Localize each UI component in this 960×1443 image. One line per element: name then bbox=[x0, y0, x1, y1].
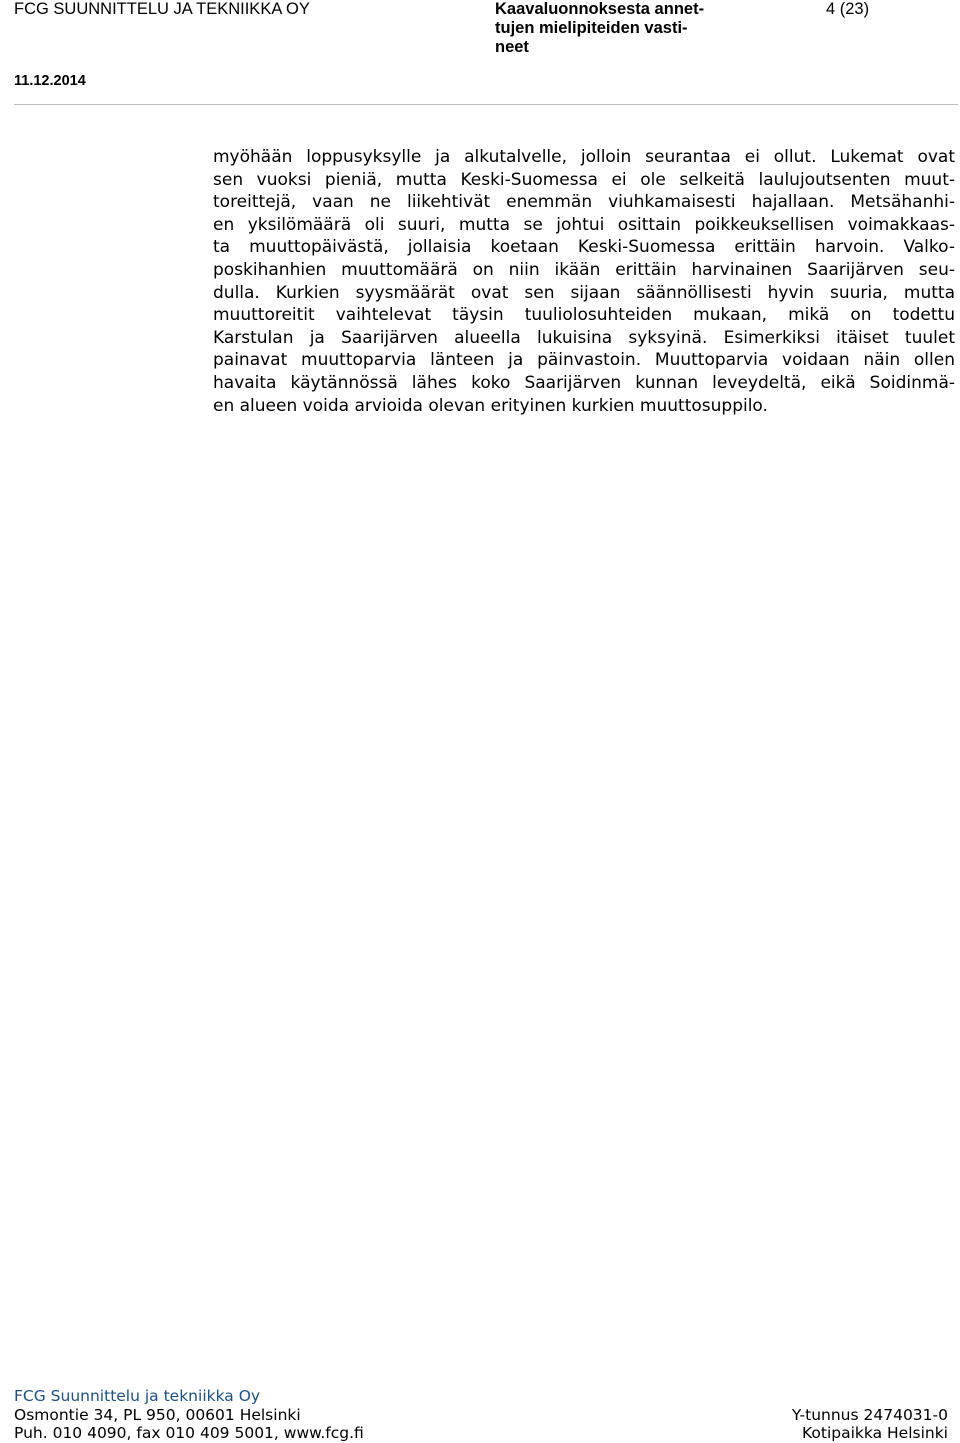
paragraph-line: dulla. Kurkien syysmäärät ovat sen sijaan säännöllisesti hyvin suuria, mutta bbox=[213, 282, 955, 303]
footer-row-address bbox=[14, 1405, 948, 1425]
paragraph-line: toreittejä, vaan ne liikehtivät enemmän viuhkamaisesti hajallaan. Metsähanhi- bbox=[213, 192, 955, 213]
document-date: 11.12.2014 bbox=[14, 73, 86, 89]
paragraph-line: havaita käytännössä lähes koko Saarijärven kunnan leveydeltä, eikä Soidinmä- bbox=[213, 372, 955, 393]
document-title-line: tujen mielipiteiden vasti- bbox=[495, 19, 688, 37]
paragraph-line: muuttoreitit vaihtelevat täysin tuuliolosuhteiden mukaan, mikä on todettu bbox=[213, 305, 955, 326]
paragraph-line: sen vuoksi pieniä, mutta Keski-Suomessa ei ole selkeitä laulujoutsenten muut- bbox=[213, 169, 955, 190]
footer-contact: Puh. 010 4090, fax 010 409 5001, www.fcg.fi bbox=[14, 1424, 364, 1442]
document-title bbox=[495, 0, 725, 57]
document-title-line: Kaavaluonnoksesta annet- bbox=[495, 0, 705, 18]
footer-address: Osmontie 34, PL 950, 00601 Helsinki bbox=[14, 1406, 301, 1424]
paragraph-line: painavat muuttoparvia länteen ja päinvastoin. Muuttoparvia voidaan näin ollen bbox=[213, 350, 955, 371]
footer-row-contact bbox=[14, 1423, 948, 1443]
page-number: 4 (23) bbox=[826, 0, 870, 18]
body-paragraph bbox=[213, 146, 955, 417]
paragraph-line: poskihanhien muuttomäärä on niin ikään erittäin harvinainen Saarijärven seu- bbox=[213, 259, 955, 280]
footer-domicile: Kotipaikka Helsinki bbox=[802, 1424, 948, 1442]
document-title-line: neet bbox=[495, 38, 529, 56]
paragraph-line: Karstulan ja Saarijärven alueella lukuisina syksyinä. Esimerkiksi itäiset tuulet bbox=[213, 327, 955, 348]
paragraph-line: myöhään loppusyksylle ja alkutalvelle, jolloin seurantaa ei ollut. Lukemat ovat bbox=[213, 147, 955, 167]
header-company-name: FCG SUUNNITTELU JA TEKNIIKKA OY bbox=[14, 0, 310, 18]
footer-company-name: FCG Suunnittelu ja tekniikka Oy bbox=[14, 1387, 261, 1405]
paragraph-line: ta muuttopäivästä, jollaisia koetaan Keski-Suomessa erittäin harvoin. Valko- bbox=[213, 237, 955, 258]
paragraph-line: en alueen voida arvioida olevan erityinen kurkien muuttosuppilo. bbox=[213, 395, 768, 416]
paragraph-line: en yksilömäärä oli suuri, mutta se johtui osittain poikkeuksellisen voimakkaas- bbox=[213, 214, 955, 235]
header-divider bbox=[14, 104, 958, 105]
footer-business-id: Y-tunnus 2474031-0 bbox=[791, 1406, 948, 1424]
